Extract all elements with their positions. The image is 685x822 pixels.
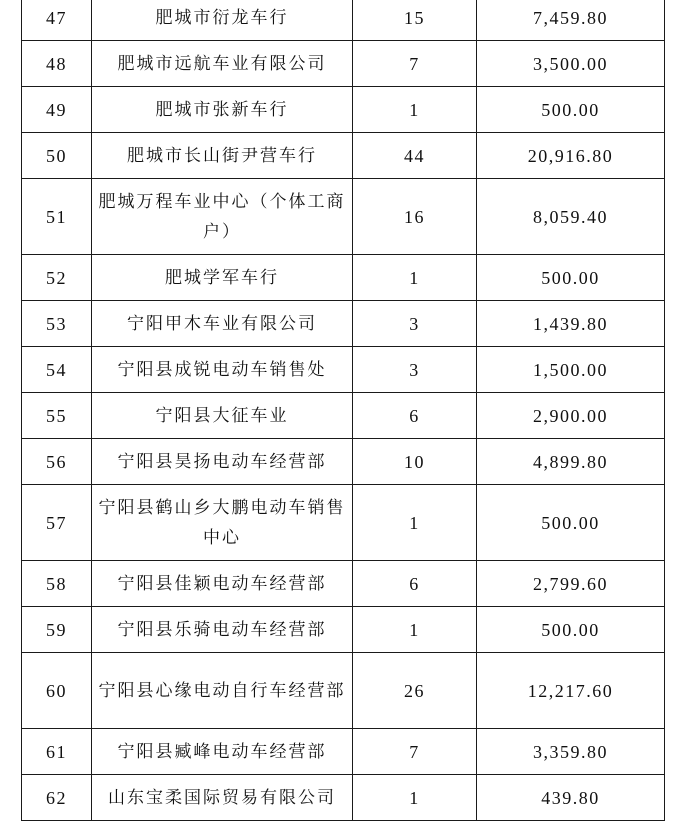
row-amount: 3,359.80: [477, 729, 665, 775]
merchant-name: 肥城市张新车行: [92, 87, 353, 133]
row-index: 52: [22, 255, 92, 301]
row-count: 7: [353, 729, 477, 775]
table-row: [22, 0, 665, 41]
merchant-name: 肥城学军车行: [92, 255, 353, 301]
row-amount: 500.00: [477, 255, 665, 301]
row-count: 3: [353, 301, 477, 347]
table-row: [22, 439, 665, 485]
row-amount: 439.80: [477, 775, 665, 821]
merchant-name: 宁阳县大征车业: [92, 393, 353, 439]
row-amount: 500.00: [477, 485, 665, 561]
table-row: [22, 41, 665, 87]
row-count: 1: [353, 607, 477, 653]
merchant-name: 山东宝柔国际贸易有限公司: [92, 775, 353, 821]
table-row: [22, 87, 665, 133]
row-count: 1: [353, 255, 477, 301]
merchant-name: 肥城市衍龙车行: [92, 0, 353, 41]
merchant-name: 宁阳县心缘电动自行车经营部: [92, 653, 353, 729]
row-amount: 1,500.00: [477, 347, 665, 393]
merchant-name: 宁阳县鹤山乡大鹏电动车销售中心: [92, 485, 353, 561]
table-row: [22, 775, 665, 821]
merchant-name: 宁阳甲木车业有限公司: [92, 301, 353, 347]
row-index: 56: [22, 439, 92, 485]
row-index: 50: [22, 133, 92, 179]
merchant-name: 宁阳县乐骑电动车经营部: [92, 607, 353, 653]
row-count: 16: [353, 179, 477, 255]
merchant-subsidy-table: [21, 0, 665, 821]
table-row: [22, 133, 665, 179]
row-index: 53: [22, 301, 92, 347]
row-amount: 3,500.00: [477, 41, 665, 87]
table-row: [22, 653, 665, 729]
row-amount: 2,799.60: [477, 561, 665, 607]
row-count: 6: [353, 393, 477, 439]
row-count: 15: [353, 0, 477, 41]
row-amount: 500.00: [477, 607, 665, 653]
row-count: 1: [353, 87, 477, 133]
row-index: 59: [22, 607, 92, 653]
row-index: 51: [22, 179, 92, 255]
row-amount: 2,900.00: [477, 393, 665, 439]
merchant-name: 肥城市长山街尹营车行: [92, 133, 353, 179]
row-count: 26: [353, 653, 477, 729]
row-count: 6: [353, 561, 477, 607]
table-row: [22, 301, 665, 347]
merchant-name: 宁阳县佳颖电动车经营部: [92, 561, 353, 607]
table-row: [22, 485, 665, 561]
table-row: [22, 729, 665, 775]
row-index: 48: [22, 41, 92, 87]
row-index: 54: [22, 347, 92, 393]
row-amount: 1,439.80: [477, 301, 665, 347]
row-index: 49: [22, 87, 92, 133]
row-count: 1: [353, 775, 477, 821]
row-count: 7: [353, 41, 477, 87]
row-index: 61: [22, 729, 92, 775]
row-count: 3: [353, 347, 477, 393]
row-index: 47: [22, 0, 92, 41]
row-index: 55: [22, 393, 92, 439]
merchant-name: 肥城万程车业中心（个体工商户）: [92, 179, 353, 255]
table-row: [22, 561, 665, 607]
merchant-name: 肥城市远航车业有限公司: [92, 41, 353, 87]
row-amount: 500.00: [477, 87, 665, 133]
table-row: [22, 255, 665, 301]
table-row: [22, 347, 665, 393]
merchant-name: 宁阳县臧峰电动车经营部: [92, 729, 353, 775]
row-index: 57: [22, 485, 92, 561]
merchant-name: 宁阳县成锐电动车销售处: [92, 347, 353, 393]
merchant-name: 宁阳县昊扬电动车经营部: [92, 439, 353, 485]
row-count: 1: [353, 485, 477, 561]
row-count: 44: [353, 133, 477, 179]
table-row: [22, 607, 665, 653]
row-count: 10: [353, 439, 477, 485]
row-index: 60: [22, 653, 92, 729]
row-amount: 20,916.80: [477, 133, 665, 179]
row-amount: 8,059.40: [477, 179, 665, 255]
row-amount: 4,899.80: [477, 439, 665, 485]
document-table-container: [21, 0, 664, 821]
table-row: [22, 179, 665, 255]
table-row: [22, 393, 665, 439]
row-amount: 7,459.80: [477, 0, 665, 41]
row-amount: 12,217.60: [477, 653, 665, 729]
row-index: 58: [22, 561, 92, 607]
row-index: 62: [22, 775, 92, 821]
